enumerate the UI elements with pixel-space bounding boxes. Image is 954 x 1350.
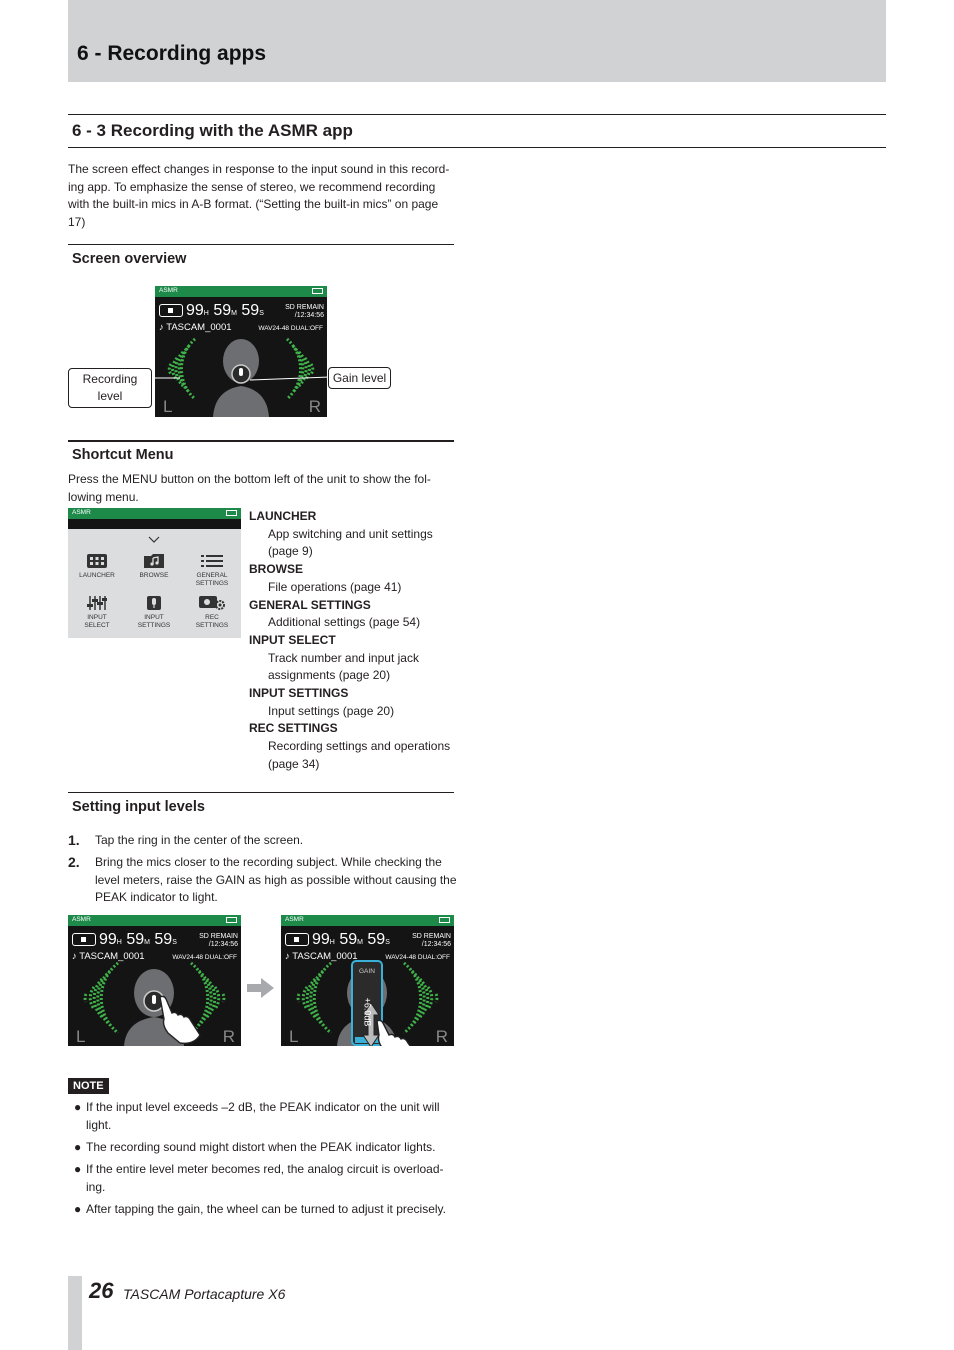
shortcut-menu-description: Press the MENU button on the bottom left of the unit to show the fol- lowing menu. bbox=[68, 472, 431, 504]
intro-paragraph bbox=[68, 161, 458, 231]
battery-icon bbox=[226, 510, 237, 516]
file-format: WAV24-48 DUAL:OFF bbox=[385, 954, 450, 961]
left-channel-label: L bbox=[289, 1027, 299, 1046]
gain-label: GAIN bbox=[359, 968, 375, 975]
bullet-dot: ● bbox=[74, 1100, 82, 1114]
step-number: 1. bbox=[68, 832, 80, 848]
arrow-right-icon bbox=[247, 978, 275, 998]
subsection-rule bbox=[68, 792, 454, 793]
def-term: INPUT SETTINGS bbox=[249, 686, 349, 701]
dimmed-header bbox=[68, 519, 241, 529]
intro-line: ing app. To emphasize the sense of stereo, we recommend recording bbox=[68, 179, 436, 194]
note-bullet: ● If the input level exceeds –2 dB, the PEAK indicator on the unit will light. bbox=[74, 1100, 440, 1132]
grid-icon bbox=[87, 554, 107, 568]
right-meter-icon bbox=[404, 963, 437, 1033]
app-name: ASMR bbox=[159, 287, 178, 294]
def-desc: (page 34) bbox=[268, 756, 320, 771]
recording-level-callout: Recording level bbox=[68, 368, 152, 408]
right-channel-label: R bbox=[435, 1027, 448, 1046]
right-channel-label: R bbox=[222, 1027, 235, 1046]
left-meter-icon bbox=[85, 963, 118, 1033]
def-desc: File operations (page 41) bbox=[268, 579, 402, 594]
menu-launcher[interactable]: LAUNCHER bbox=[69, 554, 125, 580]
app-name: ASMR bbox=[72, 916, 91, 923]
mic-icon bbox=[144, 596, 164, 610]
file-name: ♪ TASCAM_0001 bbox=[285, 951, 358, 962]
bullet-dot: ● bbox=[74, 1140, 82, 1154]
time-remaining: 99H 59M 59S bbox=[159, 302, 264, 320]
sd-remain: SD REMAIN /12:34:56 bbox=[199, 933, 238, 948]
note-badge: NOTE bbox=[68, 1078, 109, 1094]
def-term: LAUNCHER bbox=[249, 509, 317, 523]
bullet-dot: ● bbox=[74, 1202, 82, 1216]
stop-icon bbox=[285, 933, 309, 946]
asmr-screen-adjust-gain[interactable] bbox=[281, 915, 454, 1046]
page-number: 26 bbox=[89, 1278, 114, 1303]
file-format: WAV24-48 DUAL:OFF bbox=[258, 325, 323, 332]
right-channel-label: R bbox=[308, 397, 321, 416]
shortcut-menu-screen[interactable] bbox=[68, 508, 241, 638]
def-term: INPUT SELECT bbox=[249, 632, 336, 647]
intro-line: with the built-in mics in A-B format. (“Setting the built-in mics” on page bbox=[68, 197, 439, 211]
app-name: ASMR bbox=[285, 916, 304, 923]
menu-input-settings[interactable]: INPUT SETTINGS bbox=[126, 596, 182, 629]
file-name: ♪ TASCAM_0001 bbox=[72, 951, 145, 962]
step-number: 2. bbox=[68, 854, 80, 870]
screen-overview-heading: Screen overview bbox=[72, 251, 187, 267]
subsection-rule bbox=[68, 244, 454, 245]
note-bullet: ● If the entire level meter becomes red, the analog circuit is overload- ing. bbox=[74, 1162, 444, 1194]
chevron-down-icon[interactable] bbox=[148, 536, 160, 544]
chapter-title: 6 - Recording apps bbox=[77, 42, 267, 65]
right-meter-icon bbox=[191, 963, 224, 1033]
mixer-icon bbox=[87, 596, 107, 610]
file-name: ♪ TASCAM_0001 bbox=[159, 322, 232, 333]
left-channel-label: L bbox=[163, 397, 173, 416]
menu-browse[interactable]: BROWSE bbox=[126, 554, 182, 580]
gain-value: +6.0dB bbox=[362, 997, 373, 1027]
stop-icon bbox=[159, 304, 183, 317]
sd-remain: SD REMAIN /12:34:56 bbox=[412, 933, 451, 948]
def-desc: assignments (page 20) bbox=[268, 668, 391, 683]
product-name: TASCAM Portacapture X6 bbox=[123, 1286, 286, 1302]
sd-remain: SD REMAIN /12:34:56 bbox=[285, 304, 324, 319]
menu-rec-settings[interactable]: REC SETTINGS bbox=[184, 596, 240, 629]
gain-level-callout: Gain level bbox=[328, 367, 391, 389]
menu-definitions bbox=[249, 508, 459, 774]
file-format: WAV24-48 DUAL:OFF bbox=[172, 954, 237, 961]
music-folder-icon bbox=[144, 554, 164, 568]
intro-line: The screen effect changes in response to the input sound in this record- bbox=[68, 162, 450, 176]
note-bullet: ● After tapping the gain, the wheel can be turned to adjust it precisely. bbox=[74, 1201, 459, 1219]
step-text: Bring the mics closer to the recording subject. While checking the level meters, raise the GAIN as high as possible without causing the PEAK indicator to light. bbox=[95, 855, 457, 904]
section-rule-top bbox=[68, 114, 886, 115]
def-term: REC SETTINGS bbox=[249, 721, 338, 736]
section-title: 6 - 3 Recording with the ASMR app bbox=[72, 121, 353, 140]
def-desc: App switching and unit settings bbox=[268, 526, 433, 541]
def-desc: (page 9) bbox=[268, 544, 313, 559]
def-desc: Recording settings and operations bbox=[268, 739, 451, 754]
header-band bbox=[68, 0, 886, 82]
app-name: ASMR bbox=[72, 509, 91, 516]
def-term: BROWSE bbox=[249, 562, 303, 577]
rec-gear-icon bbox=[199, 596, 225, 610]
callout-leaders bbox=[140, 360, 340, 390]
intro-line: 17) bbox=[68, 214, 86, 229]
time-remaining: 99H 59M 59S bbox=[285, 931, 390, 949]
def-desc: Track number and input jack bbox=[268, 650, 419, 665]
list-icon bbox=[201, 554, 223, 568]
mic-icon bbox=[152, 995, 156, 1004]
step-text: Tap the ring in the center of the screen. bbox=[95, 833, 304, 847]
note-bullet: ● The recording sound might distort when the PEAK indicator lights. bbox=[74, 1139, 459, 1157]
status-bar bbox=[68, 508, 241, 519]
section-rule-bottom bbox=[68, 147, 886, 148]
left-meter-icon bbox=[298, 963, 331, 1033]
menu-general-settings[interactable]: GENERAL SETTINGS bbox=[184, 554, 240, 587]
def-term: GENERAL SETTINGS bbox=[249, 597, 371, 612]
menu-input-select[interactable]: INPUT SELECT bbox=[69, 596, 125, 629]
time-remaining: 99H 59M 59S bbox=[72, 931, 177, 949]
asmr-screen-overview[interactable] bbox=[155, 286, 327, 417]
input-levels-heading: Setting input levels bbox=[72, 799, 205, 815]
shortcut-menu-heading: Shortcut Menu bbox=[72, 447, 174, 463]
def-desc: Additional settings (page 54) bbox=[268, 615, 421, 630]
footer-band bbox=[68, 1276, 82, 1350]
left-channel-label: L bbox=[76, 1027, 86, 1046]
asmr-screen-tap-ring[interactable] bbox=[68, 915, 241, 1046]
bullet-dot: ● bbox=[74, 1162, 82, 1176]
def-desc: Input settings (page 20) bbox=[268, 703, 395, 718]
subsection-rule bbox=[68, 440, 454, 442]
stop-icon bbox=[72, 933, 96, 946]
